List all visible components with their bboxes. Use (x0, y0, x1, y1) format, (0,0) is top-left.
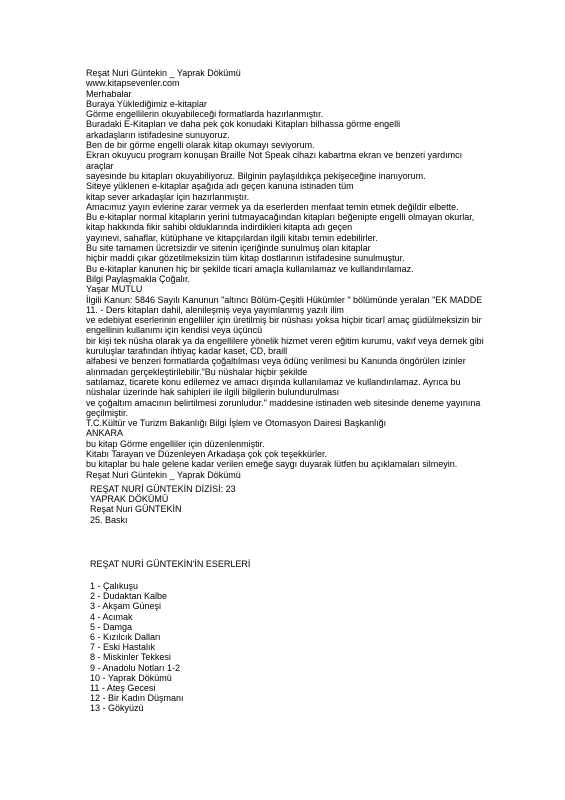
text-line: kuruluşlar tarafından ihtiyaç kadar kaset, CD, braill (86, 346, 288, 357)
text-line: sayesinde bu kitapları okuyabiliyoruz. Bilginin paylaşıldıkça pekişeceğine inanıyorum. (86, 170, 426, 181)
text-line: Kitabı Tarayan ve Düzenleyen Arkadaşa çok çok teşekkürler. (86, 448, 327, 459)
text-line: İlgili Kanun: 5846 Sayılı Kanunun "altıncı Bölüm-Çeşitli Hükümler " bölümünde yeralan "EK MADDE (86, 294, 483, 305)
intro-text (86, 68, 546, 480)
text-line: Yaşar MUTLU (86, 284, 143, 295)
text-line: Bu e-kitaplar kanunen hiç bir şekilde ticari amaçla kullanılamaz ve kullandırılamaz. (86, 263, 414, 274)
text-line: www.kitapsevenler.com (86, 78, 180, 89)
work-item: 4 - Acımak (90, 611, 133, 622)
work-item: 6 - Kızılcık Dalları (90, 632, 161, 643)
work-item: 5 - Damga (90, 621, 133, 632)
text-line: Ben de bir görme engelli olarak kitap okumayı seviyorum. (86, 140, 315, 151)
text-line: Görme engellilerin okuyabileceği formatlarda hazırlanmıştır. (86, 109, 324, 120)
text-line: Reşat Nuri Güntekin _ Yaprak Dökümü (86, 68, 241, 78)
work-item: 9 - Anadolu Notları 1-2 (90, 662, 181, 673)
text-line: 11. - Ders kitapları dahil, alenileşmiş veya yayımlanmış yazılı ilim (86, 304, 344, 315)
work-item: 7 - Eski Hastalık (90, 642, 156, 653)
book-info (90, 484, 310, 525)
works-heading (90, 559, 310, 569)
text-line: alınmadan gerçekleştirilebilir."Bu nüshalar hiçbir şekilde (86, 366, 308, 377)
work-item: 2 - Dudaktan Kalbe (90, 591, 168, 602)
text-line: T.C.Kültür ve Turizm Bakanlığı Bilgi İşlem ve Otomasyon Dairesi Başkanlığı (86, 418, 387, 429)
work-item: 13 - Gökyüzü (90, 703, 144, 714)
text-line: ve edebiyat eserlerinin engelliler için üretilmiş bir nüshası yoksa hiçbir ticarî amaç güdülmeksizin bir (86, 315, 482, 326)
text-line: alfabesi ve benzeri formatlarda çoğaltılması veya ödünç verilmesi bu Kanunda öngörülen izinler (86, 356, 466, 367)
text-line: kitap sever arkadaşlar için hazırlanmıştır. (86, 191, 250, 202)
text-line: Reşat Nuri Güntekin _ Yaprak Dökümü (86, 469, 241, 480)
text-line: Ekran okuyucu program konuşan Braille Not Speak cihazı kabartma ekran ve benzeri yardımcı (86, 150, 463, 161)
text-line: hiçbir maddi çıkar gözetilmeksizin tüm kitap dostlarının istifadesine sunulmuştur. (86, 253, 405, 264)
work-item: 8 - Miskinler Tekkesi (90, 652, 171, 663)
text-line: arkadaşların istifadesine sunuyoruz. (86, 129, 230, 140)
work-item: 11 - Ateş Gecesi (90, 683, 156, 694)
text-line: kitap hakkında fikir sahibi olduklarında indirdikleri kitapta adı geçen (86, 222, 353, 233)
text-line: nüshalar üzerinde hak sahipleri ile ilgili bilgilerin bulundurulması (86, 387, 340, 398)
text-line: Bilgi Paylaşmakla Çoğalır. (86, 273, 191, 284)
text-line: Bu e-kitaplar normal kitapların yerini tutmayacağından kitapları beğenipte engelli olmayan okurlar, (86, 212, 475, 223)
book-info-line: YAPRAK DÖKÜMÜ (90, 494, 169, 505)
text-line: bu kitaplar bu hale gelene kadar verilen emeğe saygı duyarak lütfen bu açıklamaları silmeyin. (86, 459, 458, 470)
text-line: bir kişi tek nüsha olarak ya da engellilere yönelik hizmet veren eğitim kurumu, vakıf veya dernek gibi (86, 335, 484, 346)
text-line: Siteye yüklenen e-kitaplar aşağıda adı geçen kanuna istinaden tüm (86, 181, 354, 192)
works-list (90, 581, 310, 714)
work-item: 3 - Akşam Güneşi (90, 601, 162, 612)
book-info-line: 25. Baskı (90, 514, 128, 525)
text-line: engellinin kullanımı için kendisi veya üçüncü (86, 325, 263, 336)
text-line: araçlar (86, 160, 114, 171)
text-line: Buradaki E-Kitapları ve daha pek çok konudaki Kitapları bilhassa görme engelli (86, 119, 401, 130)
text-line: satılamaz, ticarete konu edilemez ve amacı dışında kullanılamaz ve kullandırılamaz. Ayrıca bu (86, 376, 461, 387)
book-info-line: Reşat Nuri GÜNTEKİN (90, 504, 182, 515)
work-item: 1 - Çalıkuşu (90, 581, 139, 591)
work-item: 12 - Bir Kadın Düşmanı (90, 693, 184, 704)
text-line: geçilmiştir. (86, 407, 129, 418)
work-item: 10 - Yaprak Dökümü (90, 672, 172, 683)
text-line: Amacımız yayın evlerine zarar vermek ya da eserlerden menfaat temin etmek değildir elbette. (86, 201, 459, 212)
text-line: ve çoğaltım amacının belirtilmesi zorunludur." maddesine istinaden web sitesinde deneme yayınına (86, 397, 481, 408)
text-line: Buraya Yüklediğimiz e-kitaplar (86, 98, 207, 109)
book-info-line: REŞAT NURİ GÜNTEKİN DİZİSİ: 23 (90, 484, 236, 494)
text-line: yayınevi, sahaflar, kütüphane ve kitapçılardan ilgili kitabı temin edebilirler. (86, 232, 378, 243)
works-heading-text: REŞAT NURİ GÜNTEKİN'İN ESERLERİ (90, 559, 251, 569)
text-line: ANKARA (86, 428, 124, 439)
text-line: bu kitap Görme engelliler için düzenlenmiştir. (86, 438, 265, 449)
text-line: Merhabalar (86, 88, 132, 99)
text-line: Bu site tamamen ücretsizdir ve sitenin içeriğinde sunulmuş olan kitaplar (86, 243, 371, 254)
